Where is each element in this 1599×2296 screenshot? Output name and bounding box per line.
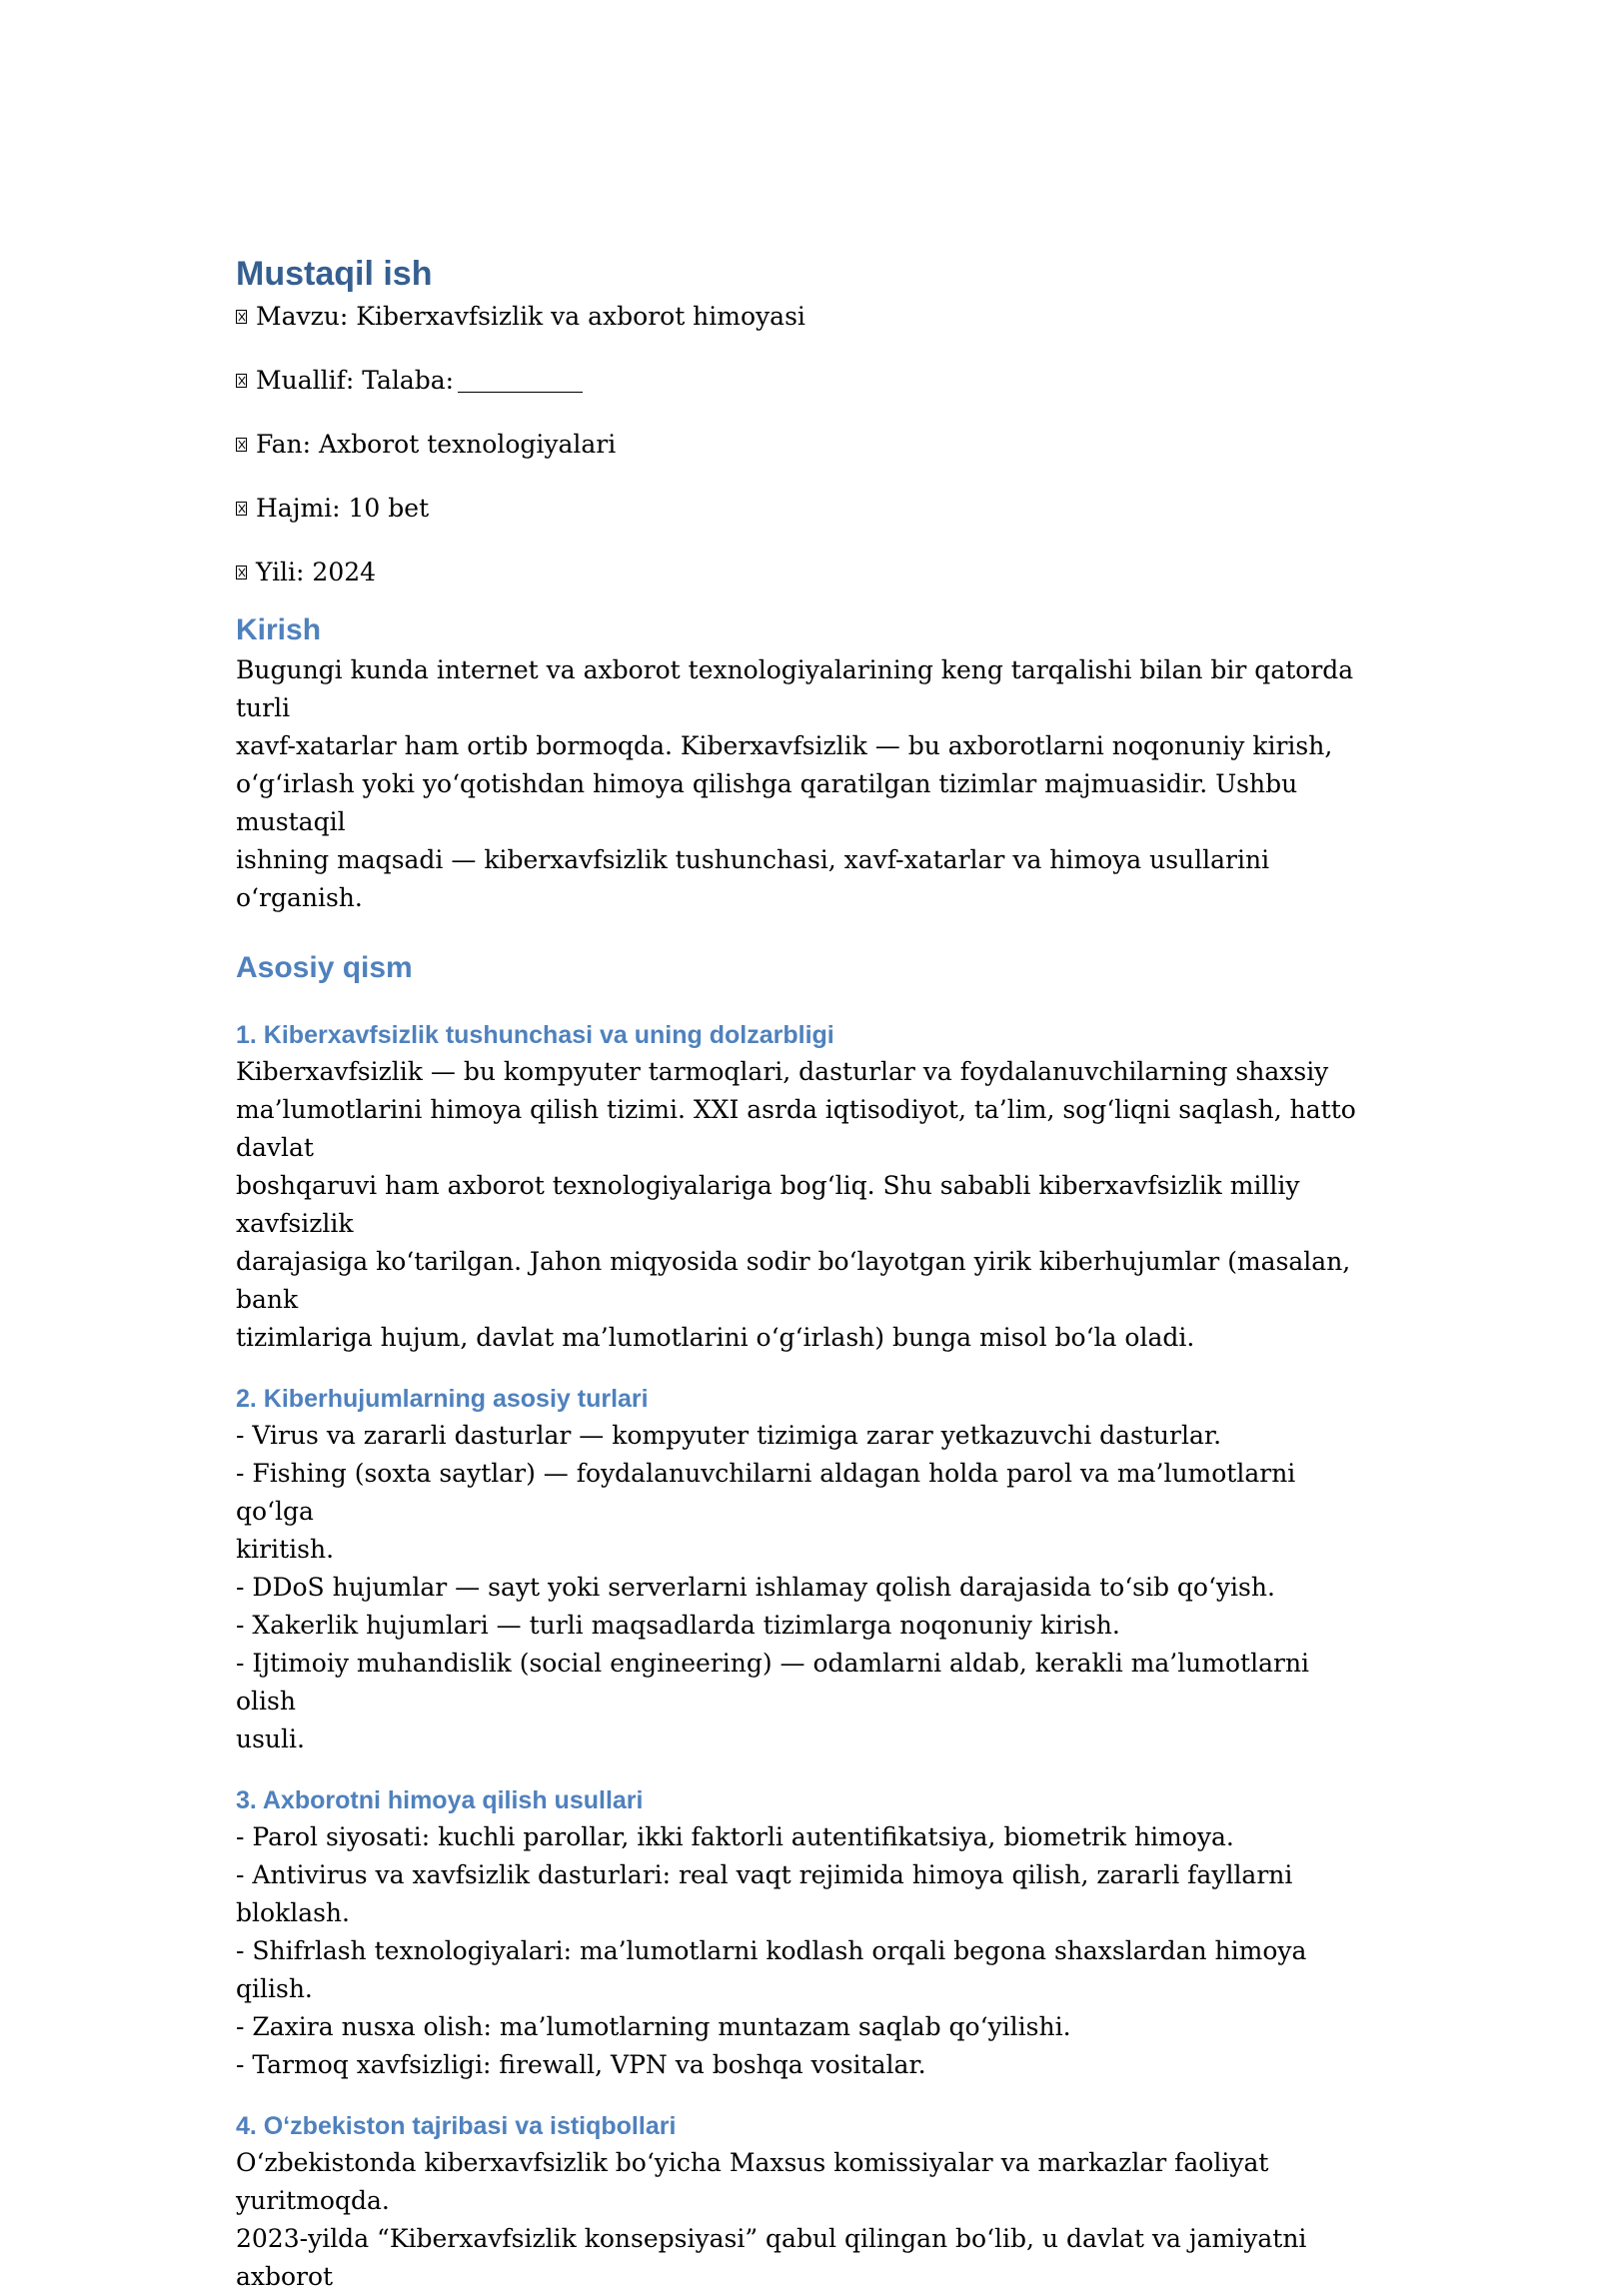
text-line: boshqaruvi ham axborot texnologiyalariga bog‘liq. Shu sababli kiberxavfsizlik milliy xavfsizlik — [236, 1171, 1300, 1238]
intro-heading: Kirish — [236, 613, 322, 646]
meta-text: Hajmi: 10 bet — [256, 494, 430, 523]
text-line: - Antivirus va xavfsizlik dasturlari: real vaqt rejimida himoya qilish, zararli fayllarni bloklash. — [236, 1860, 1293, 1927]
document-page — [236, 250, 1365, 2296]
section-heading: 4. O‘zbekiston tajribasi va istiqbollari — [236, 2112, 677, 2140]
meta-item-year — [236, 554, 1365, 591]
meta-item-size — [236, 490, 1365, 528]
text-line: - Ijtimoiy muhandislik (social engineering) — odamlarni aldab, kerakli ma’lumotlarni olish — [236, 1649, 1310, 1716]
text-line: - Tarmoq xavfsizligi: firewall, VPN va boshqa vositalar. — [236, 2050, 926, 2079]
text-line: darajasiga ko‘tarilgan. Jahon miqyosida sodir bo‘layotgan yirik kiberhujumlar (masalan, bank — [236, 1247, 1351, 1314]
meta-text: Fan: Axborot texnologiyalari — [256, 430, 617, 459]
text-line: ishning maqsadi — kiberxavfsizlik tushunchasi, xavf-xatarlar va himoya usullarini o‘rganish. — [236, 845, 1270, 912]
section-2 — [236, 1381, 1365, 1758]
section-heading: 3. Axborotni himoya qilish usullari — [236, 1786, 644, 1814]
section-3 — [236, 1782, 1365, 2084]
text-line: Kiberxavfsizlik — bu kompyuter tarmoqlari, dasturlar va foydalanuvchilarning shaxsiy — [236, 1057, 1329, 1086]
meta-item-author — [236, 362, 1365, 400]
intro-paragraph — [236, 651, 1365, 917]
checkbox-x-icon — [236, 502, 247, 516]
fill-in-blank-line — [458, 370, 583, 393]
checkbox-x-icon — [236, 566, 247, 579]
text-line: xavf-xatarlar ham ortib bormoqda. Kiberxavfsizlik — bu axborotlarni noqonuniy kirish, — [236, 731, 1333, 760]
document-title: Mustaqil ish — [236, 255, 433, 293]
text-line: kiritish. — [236, 1535, 335, 1564]
text-line: Bugungi kunda internet va axborot texnologiyalarining keng tarqalishi bilan bir qatorda turli — [236, 655, 1354, 722]
text-line: tizimlariga hujum, davlat ma’lumotlarini o‘g‘irlash) bunga misol bo‘la oladi. — [236, 1323, 1195, 1352]
meta-item-topic — [236, 298, 1365, 336]
meta-text: Yili: 2024 — [256, 558, 377, 586]
text-line: - Xakerlik hujumlari — turli maqsadlarda tizimlarga noqonuniy kirish. — [236, 1611, 1120, 1640]
section-1 — [236, 1017, 1365, 1357]
meta-text: Mavzu: Kiberxavfsizlik va axborot himoyasi — [256, 302, 805, 331]
text-line: - Shifrlash texnologiyalari: ma’lumotlarni kodlash orqali begona shaxslardan himoya qilish. — [236, 1936, 1307, 2003]
main-heading: Asosiy qism — [236, 951, 413, 984]
text-line: usuli. — [236, 1724, 305, 1753]
text-line: ma’lumotlarini himoya qilish tizimi. XXI asrda iqtisodiyot, ta’lim, sog‘liqni saqlash, hatto davlat — [236, 1095, 1356, 1162]
text-line: - Parol siyosati: kuchli parollar, ikki faktorli autentifikatsiya, biometrik himoya. — [236, 1822, 1234, 1851]
text-line: - Zaxira nusxa olish: ma’lumotlarning muntazam saqlab qo‘yilishi. — [236, 2012, 1071, 2041]
section-4 — [236, 2108, 1365, 2296]
meta-item-subject — [236, 426, 1365, 464]
text-line: O‘zbekistonda kiberxavfsizlik bo‘yicha Maxsus komissiyalar va markazlar faoliyat yuritmoqda. — [236, 2148, 1269, 2215]
checkbox-x-icon — [236, 438, 247, 452]
section-heading: 2. Kiberhujumlarning asosiy turlari — [236, 1385, 649, 1413]
meta-list — [236, 298, 1365, 591]
section-heading: 1. Kiberxavfsizlik tushunchasi va uning dolzarbligi — [236, 1021, 834, 1049]
text-line: o‘g‘irlash yoki yo‘qotishdan himoya qilishga qaratilgan tizimlar majmuasidir. Ushbu mustaqil — [236, 769, 1298, 836]
meta-text: Muallif: Talaba: — [256, 366, 455, 395]
text-line: 2023-yilda “Kiberxavfsizlik konsepsiyasi” qabul qilingan bo‘lib, u davlat va jamiyatni axborot — [236, 2224, 1307, 2291]
text-line: - Fishing (soxta saytlar) — foydalanuvchilarni aldagan holda parol va ma’lumotlarni qo‘lga — [236, 1459, 1296, 1526]
checkbox-x-icon — [236, 310, 247, 324]
text-line: - Virus va zararli dasturlar — kompyuter tizimiga zarar yetkazuvchi dasturlar. — [236, 1421, 1222, 1450]
text-line: - DDoS hujumlar — sayt yoki serverlarni ishlamay qolish darajasida to‘sib qo‘yish. — [236, 1573, 1275, 1602]
checkbox-x-icon — [236, 374, 247, 388]
